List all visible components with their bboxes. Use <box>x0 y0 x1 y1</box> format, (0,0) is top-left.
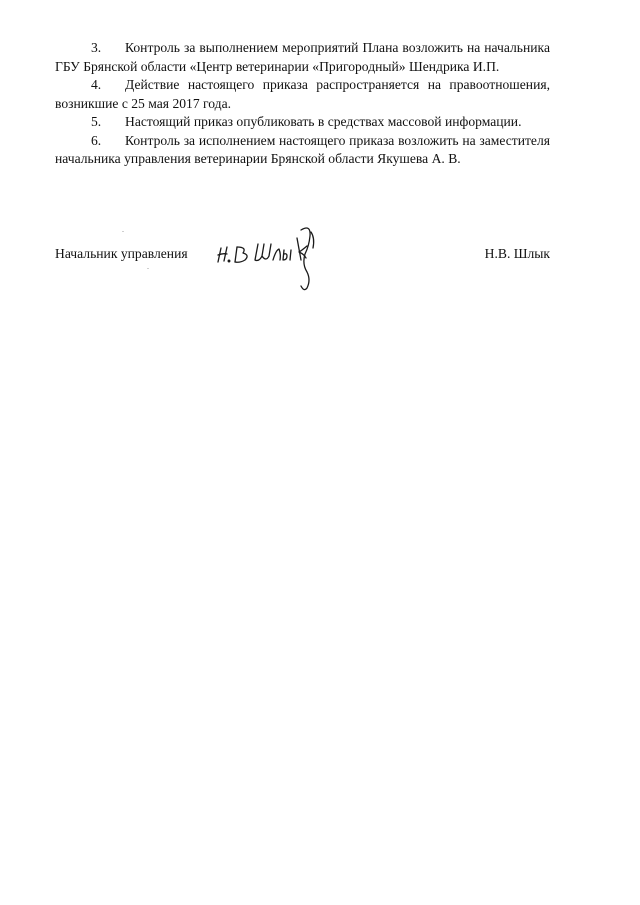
signature-block <box>55 246 550 306</box>
handwritten-signature <box>215 220 355 300</box>
paragraph-text: Действие настоящего приказа распространяется на правоотношения, возникшие с 25 мая 2017 года. <box>55 77 550 111</box>
document-body <box>55 39 550 169</box>
paragraph-3 <box>55 39 550 76</box>
paragraph-5 <box>55 113 550 132</box>
paragraph-number: 3. <box>91 40 102 55</box>
scan-speck <box>147 268 149 269</box>
paragraph-text: Контроль за исполнением настоящего приказа возложить на заместителя начальника управления ветеринарии Брянской области Якушева А. В. <box>55 132 550 166</box>
paragraph-text: Контроль за выполнением мероприятий Плана возложить на начальника ГБУ Брянской области «Центр ветеринарии «Пригородный» Шендрика И.П. <box>55 40 550 74</box>
paragraph-4 <box>55 76 550 113</box>
paragraph-text: Настоящий приказ опубликовать в средствах массовой информации. <box>125 114 522 129</box>
paragraph-number: 5. <box>91 114 102 129</box>
signatory-name: Н.В. Шлык <box>484 246 550 261</box>
signatory-title: Начальник управления <box>55 246 188 261</box>
scan-speck <box>122 231 124 232</box>
paragraph-number: 6. <box>91 132 102 148</box>
paragraph-6 <box>55 132 550 169</box>
paragraph-number: 4. <box>91 77 102 92</box>
